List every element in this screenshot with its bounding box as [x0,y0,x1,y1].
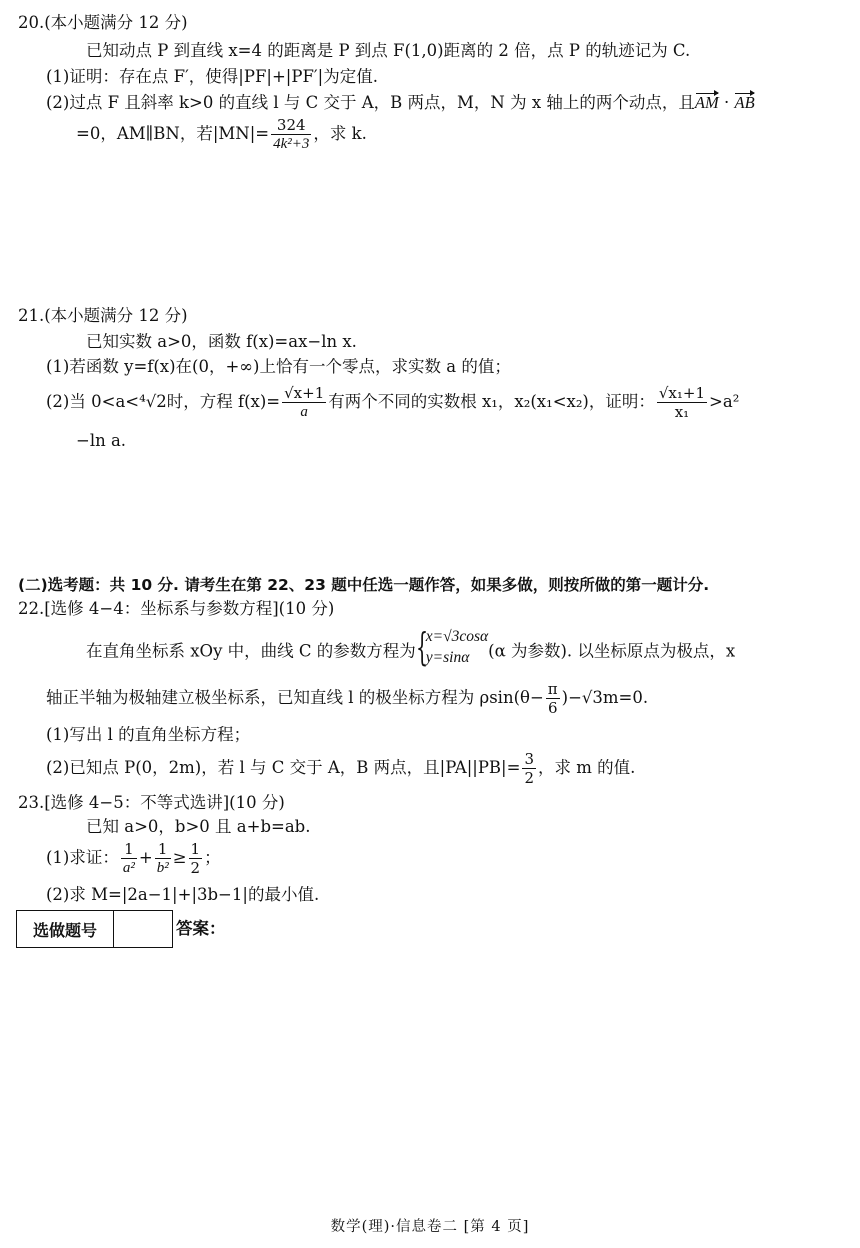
q22-part2-end: ，求 m 的值. [538,758,636,777]
q20-stem: 已知动点 P 到直线 x=4 的距离是 P 到点 F(1,0)距离的 2 倍，点 P 的轨迹记为 C. [86,41,691,60]
q20-part2-text: (2)过点 F 且斜率 k>0 的直线 l 与 C 交于 A，B 两点，M，N 为 x 轴上的两个动点，且 [46,93,695,112]
fraction-denominator: 2 [524,769,534,787]
q20-part2-line1 [46,92,755,114]
vector-ab: AB [734,93,755,112]
q23-part1-end: ； [204,848,221,867]
q23-part1 [46,838,221,878]
q22-part2 [46,750,635,787]
fraction-denominator: 4k²+3 [273,136,310,152]
fourth-root-2: ⁴√2 [139,392,167,411]
q22-stem-text4: )−√3m=0. [561,688,649,707]
geq-sign: ≥ [172,848,187,867]
plus-sign: + [138,848,153,867]
parametric-system [416,626,488,678]
fraction-1-over-a2 [121,840,137,877]
q20-part2-cont: =0，AM∥BN，若|MN|= [76,124,270,143]
answer-selection-box [16,910,173,948]
fraction-numerator: √x₁+1 [658,384,706,402]
q23-stem: 已知 a>0，b>0 且 a+b=ab. [86,817,311,836]
q22-stem-text: 在直角坐标系 xOy 中，曲线 C 的参数方程为 [86,641,416,661]
fraction-324 [271,116,311,153]
q21-heading: 21.(本小题满分 12 分) [18,306,188,325]
fraction-1-over-b2 [155,840,171,877]
fraction-numerator: 1 [121,840,137,859]
q22-stem-text3: 轴正半轴为极轴建立极坐标系，已知直线 l 的极坐标方程为 ρsin(θ− [46,688,544,707]
q21-stem: 已知实数 a>0，函数 f(x)=ax−ln x. [86,332,357,351]
selected-question-label: 选做题号 [17,911,114,947]
fraction-denominator: x₁ [674,403,690,421]
fraction-denominator: a [300,404,308,420]
fraction-denominator: b² [156,860,169,876]
fraction-3-over-2 [522,750,536,787]
fraction-numerator: √x+1 [284,384,325,402]
left-brace: { [415,625,428,669]
q20-part1: (1)证明：存在点 F′，使得|PF|+|PF′|为定值. [46,67,378,86]
q22-part1: (1)写出 l 的直角坐标方程； [46,725,251,744]
q20-part2-end: ，求 k. [313,124,367,143]
fraction-numerator: 3 [524,750,534,768]
fraction-sqrt-over-x1 [657,384,707,421]
q21-part2-line2: −ln a. [76,431,127,450]
q22-stem-text2: (α 为参数). 以坐标原点为极点，x [488,641,736,661]
q21-part1: (1)若函数 y=f(x)在(0，+∞)上恰有一个零点，求实数 a 的值； [46,357,511,376]
q21-part2-text2: 时，方程 f(x)= [166,392,281,411]
fraction-1-over-2 [189,840,203,877]
page-footer: 数学(理)·信息卷二 [第 4 页] [330,1219,530,1235]
q20-heading: 20.(本小题满分 12 分) [18,13,188,32]
q20-part2-line2 [76,116,367,153]
fraction-numerator: 1 [190,840,201,858]
fraction-numerator: π [547,680,558,698]
q22-heading: 22.[选修 4−4：坐标系与参数方程](10 分) [18,599,335,618]
fraction-denominator: a² [122,860,135,876]
answer-label: 答案： [176,919,226,938]
param-x: x=√3cosα [425,628,489,645]
q23-part2: (2)求 M=|2a−1|+|3b−1|的最小值. [46,885,320,904]
q23-part1-text: (1)求证： [46,848,119,867]
fraction-sqrt-over-a [282,384,326,421]
fraction-denominator: 6 [547,699,558,717]
fraction-pi-over-6 [546,680,560,717]
selected-question-input[interactable] [114,911,172,947]
fraction-numerator: 1 [155,840,171,859]
vector-am: AM [694,93,719,112]
param-y: y=sinα [425,649,470,666]
q21-part2-end: >a² [709,392,740,411]
fraction-denominator: 2 [190,859,201,877]
q22-stem-line2 [46,680,648,717]
q23-heading: 23.[选修 4−5：不等式选讲](10 分) [18,793,285,812]
q22-stem-line1 [86,626,735,678]
q21-part2-text3: 有两个不同的实数根 x₁，x₂(x₁<x₂)，证明： [328,392,655,411]
q21-part2-text: (2)当 0<a< [46,392,140,411]
dot-operator: · [718,93,735,112]
q22-part2-text: (2)已知点 P(0，2m)，若 l 与 C 交于 A，B 两点，且|PA||PB|= [46,758,521,777]
fraction-numerator: 324 [271,116,311,135]
q21-part2-line1 [46,382,739,422]
section-optional-heading: (二)选考题：共 10 分. 请考生在第 22、23 题中任选一题作答，如果多做，则按所做的第一题计分. [18,576,710,594]
